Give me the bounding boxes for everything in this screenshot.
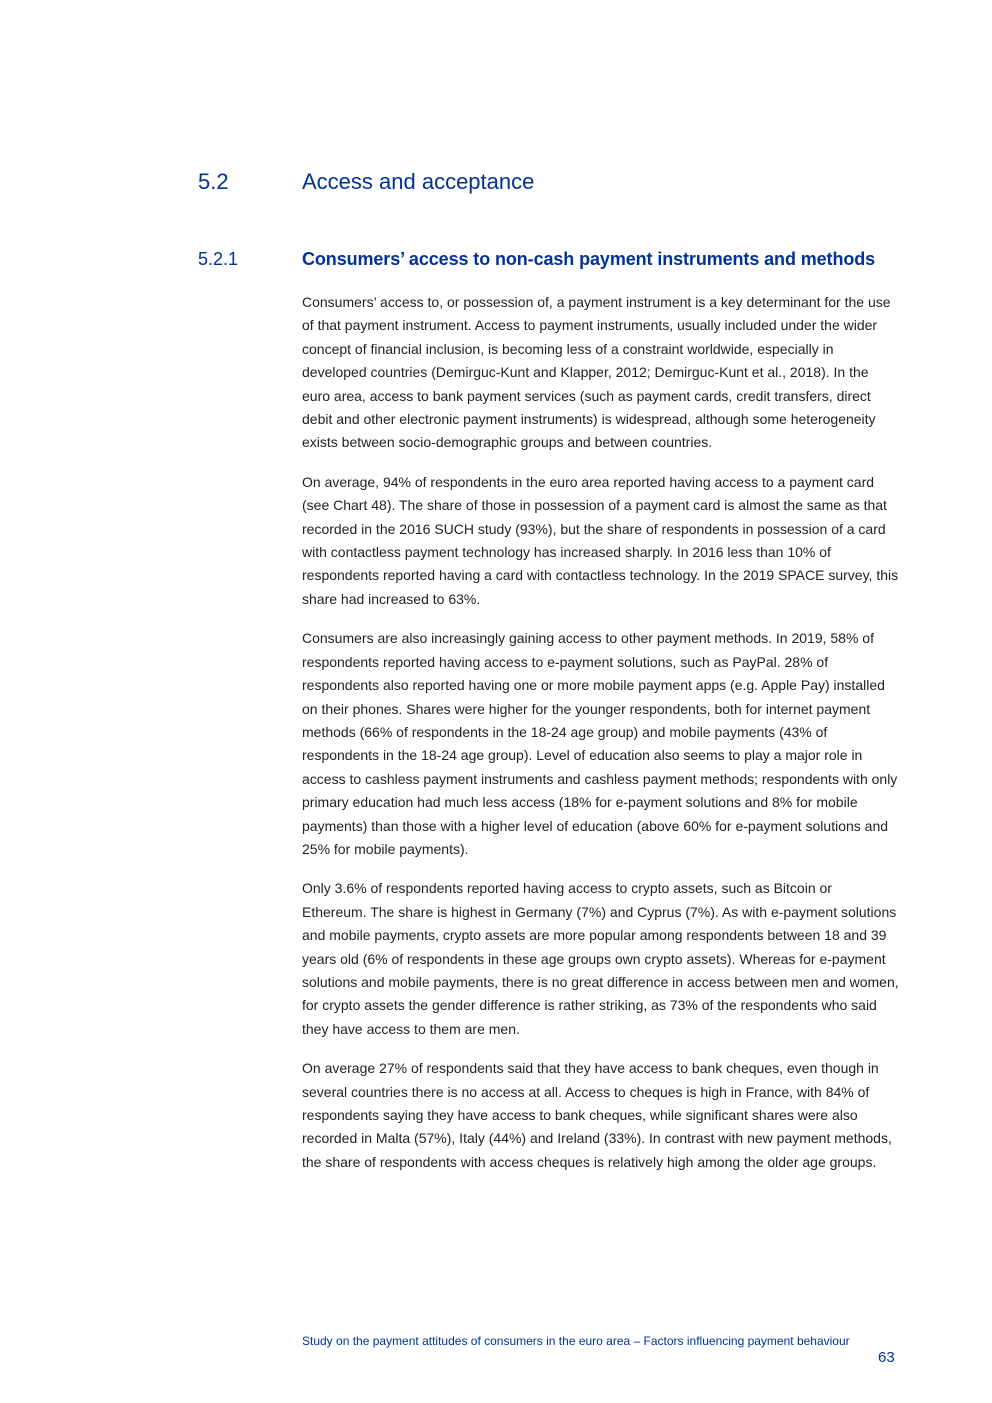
subsection-title: Consumers’ access to non-cash payment instruments and methods [302,249,876,269]
section-number: 5.2 [198,169,229,194]
body-text [302,291,900,1190]
paragraph-3: Consumers are also increasingly gaining access to other payment methods. In 2019, 58% of respondents reported having access to e-payment solutions, such as PayPal. 28% of respondents also reported having one or more mobile payment apps (e.g. Apple Pay) installed on their phones. Shares were higher for the younger respondents, both for internet payment methods (66% of respondents in the 18-24 age group) and mobile payments (43% of respondents in the 18-24 age group). Level of education also seems to play a major role in access to cashless payment instruments and cashless payment methods; respondents with only primary education had much less access (18% for e-payment solutions and 8% for mobile payments) than those with a higher level of education (above 60% for e-payment solutions and 25% for mobile payments). [302,630,898,857]
paragraph-2: On average, 94% of respondents in the euro area reported having access to a payment card (see Chart 48). The share of those in possession of a payment card is almost the same as that recorded in the 2016 SUCH study (93%), but the share of respondents in possession of a card with contactless payment technology has increased sharply. In 2016 less than 10% of respondents reported having a card with contactless technology. In the 2019 SPACE survey, this share had increased to 63%. [302,473,899,607]
section-title: Access and acceptance [302,169,535,194]
subsection-number: 5.2.1 [198,249,239,269]
page-number: 63 [878,1349,895,1366]
footer-title: Study on the payment attitudes of consumers in the euro area – Factors influencing payment behaviour [302,1334,850,1348]
paragraph-5: On average 27% of respondents said that they have access to bank cheques, even though in several countries there is no access at all. Access to cheques is high in France, with 84% of respondents saying they have access to bank cheques, while significant shares were also recorded in Malta (57%), Italy (44%) and Ireland (33%). In contrast with new payment methods, the share of respondents with access cheques is relatively high among the older age groups. [302,1060,892,1170]
paragraph-4: Only 3.6% of respondents reported having access to crypto assets, such as Bitcoin or Ethereum. The share is highest in Germany (7%) and Cyprus (7%). As with e-payment solutions and mobile payments, crypto assets are more popular among respondents between 18 and 39 years old (6% of respondents in these age groups own crypto assets). Whereas for e-payment solutions and mobile payments, there is no great difference in access between men and women, for crypto assets the gender difference is rather striking, as 73% of the respondents who said they have access to them are men. [302,880,899,1037]
paragraph-1: Consumers’ access to, or possession of, a payment instrument is a key determinant for the use of that payment instrument. Access to payment instruments, usually included under the wider concept of financial inclusion, is becoming less of a constraint worldwide, especially in developed countries (Demirguc-Kunt and Klapper, 2012; Demirguc-Kunt et al., 2018). In the euro area, access to bank payment services (such as payment cards, credit transfers, direct debit and other electronic payment instruments) is widespread, although some heterogeneity exists between socio-demographic groups and between countries. [302,294,891,451]
